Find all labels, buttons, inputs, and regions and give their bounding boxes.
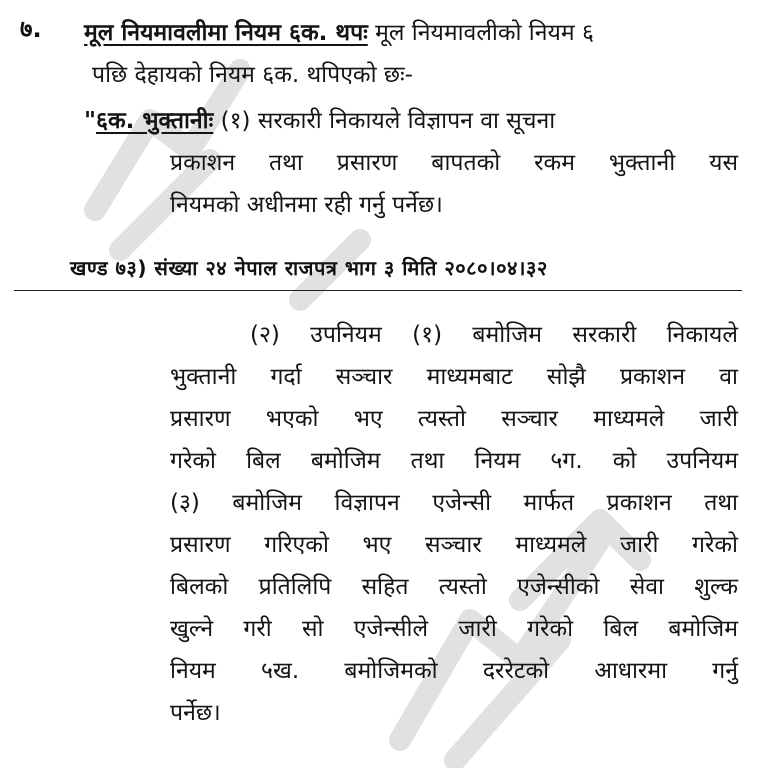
subrule1-line1: (१) सरकारी निकायले विज्ञापन वा सूचना	[213, 108, 556, 134]
section-intro-line2: पछि देहायको नियम ६क. थपिएको छः-	[92, 62, 413, 88]
section-intro-rest: मूल नियमावलीको नियम ६	[367, 20, 594, 46]
subrule2-line: पर्नेछ।	[170, 700, 221, 726]
subrule2-line: खुल्ने गरी सो एजेन्सीले जारी गरेको बिल बमोजिम	[170, 616, 738, 642]
section-heading-line	[84, 16, 734, 50]
subrule2-line: (३) बमोजिम विज्ञापन एजेन्सी मार्फत प्रकाशन तथा	[170, 490, 738, 516]
subrule2-line: बिलको प्रतिलिपि सहित त्यस्तो एजेन्सीको सेवा शुल्क	[170, 574, 738, 600]
subrule2-line: प्रसारण गरिएको भए सञ्चार माध्यमले जारी गरेको	[170, 532, 738, 558]
subrule2-line: भुक्तानी गर्दा सञ्चार माध्यमबाट सोझै प्रकाशन वा	[170, 364, 738, 390]
new-rule-label: ६क. भुक्तानीः	[95, 108, 214, 134]
open-quote: "	[84, 108, 96, 134]
subrule2-line: (२) उपनियम (१) बमोजिम सरकारी निकायले	[250, 322, 738, 348]
subrule1-line3: नियमको अधीनमा रही गर्नु पर्नेछ।	[170, 192, 443, 218]
subrule2-line: नियम ५ख. बमोजिमको दररेटको आधारमा गर्नु	[170, 658, 738, 684]
subrule2-line: प्रसारण भएको भए त्यस्तो सञ्चार माध्यमले जारी	[170, 406, 738, 432]
gazette-page-header: खण्ड ७३) संख्या २४ नेपाल राजपत्र भाग ३ मिति २०८०।०४।३२	[70, 256, 548, 280]
section-number: ७.	[20, 15, 42, 43]
subrule2-line: गरेको बिल बमोजिम तथा नियम ५ग. को उपनियम	[170, 448, 738, 474]
subrule1-line2: प्रकाशन तथा प्रसारण बापतको रकम भुक्तानी यस	[170, 150, 738, 176]
section-heading: मूल नियमावलीमा नियम ६क. थप	[84, 20, 368, 46]
new-rule-first-line	[84, 104, 740, 138]
header-rule	[14, 290, 742, 291]
